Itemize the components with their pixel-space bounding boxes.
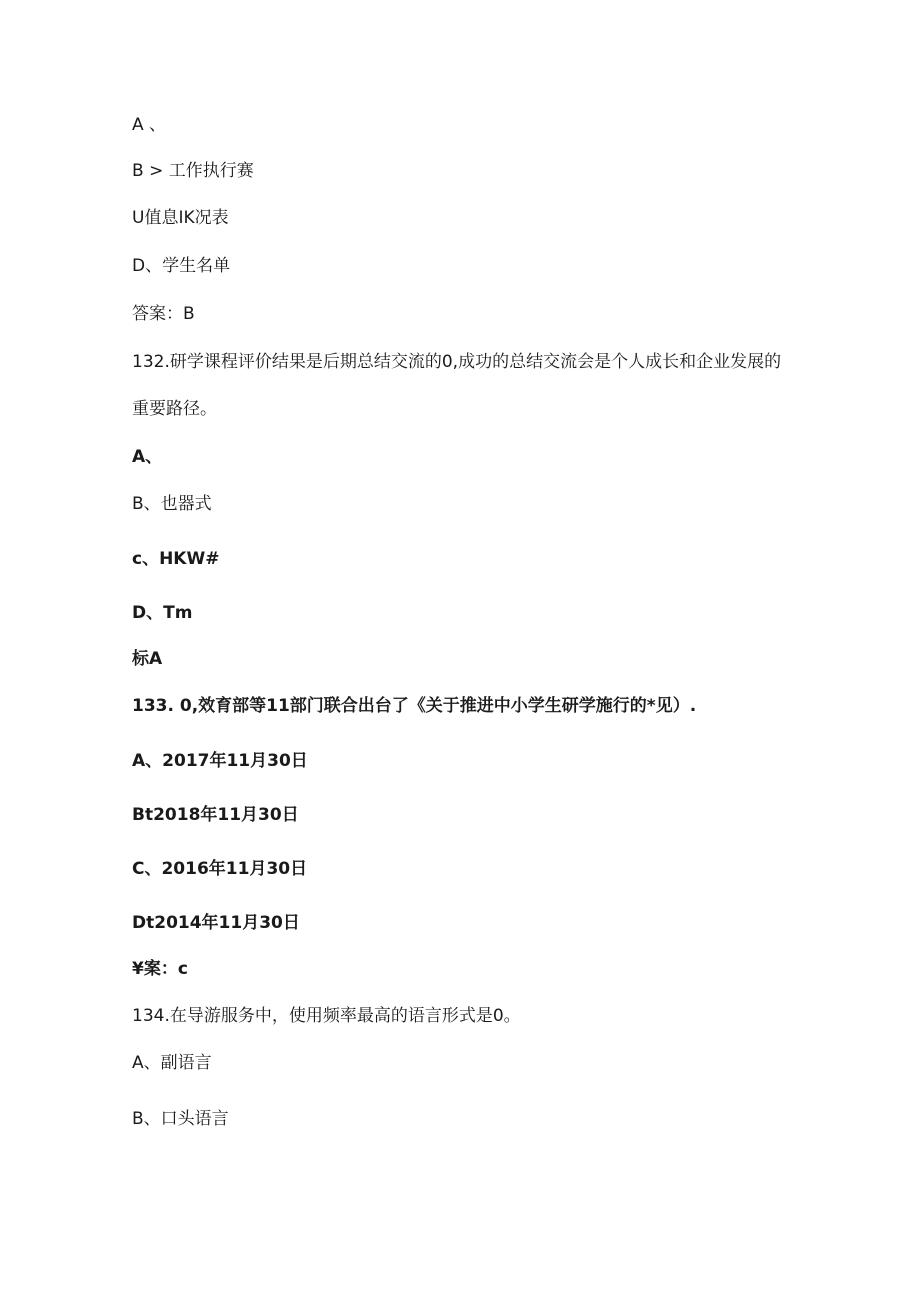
question-132-line2: 重要路径。	[132, 399, 217, 419]
option-d-q131: D、学生名单	[132, 256, 231, 276]
option-d-q132: D、Tm	[132, 603, 193, 623]
question-132-line1: 132.研学课程评价结果是后期总结交流的0,成功的总结交流会是个人成长和企业发展的	[132, 352, 782, 372]
option-a-q131: A 、	[132, 115, 167, 135]
answer-q133: ¥案：c	[132, 959, 188, 979]
option-c-q133: C、2016年11月30日	[132, 859, 308, 879]
option-b-q131: B > 工作执行赛	[132, 161, 254, 181]
answer-q131: 答案：B	[132, 304, 195, 324]
option-b-q132: B、也器式	[132, 494, 212, 514]
option-b-q134: B、口头语言	[132, 1109, 229, 1129]
option-a-q132: A、	[132, 447, 163, 467]
answer-q132: 标A	[132, 649, 163, 669]
question-134: 134.在导游服务中，使用频率最高的语言形式是0。	[132, 1006, 521, 1026]
option-c-q132: c、HKW#	[132, 549, 220, 569]
question-133: 133. 0,效育部等11部门联合出台了《关于推进中小学生研学施行的*见）.	[132, 696, 697, 716]
option-a-q133: A、2017年11月30日	[132, 751, 308, 771]
option-c-q131: U值息IK况表	[132, 208, 229, 228]
option-b-q133: Bt2018年11月30日	[132, 805, 299, 825]
option-d-q133: Dt2014年11月30日	[132, 913, 300, 933]
option-a-q134: A、副语言	[132, 1053, 212, 1073]
